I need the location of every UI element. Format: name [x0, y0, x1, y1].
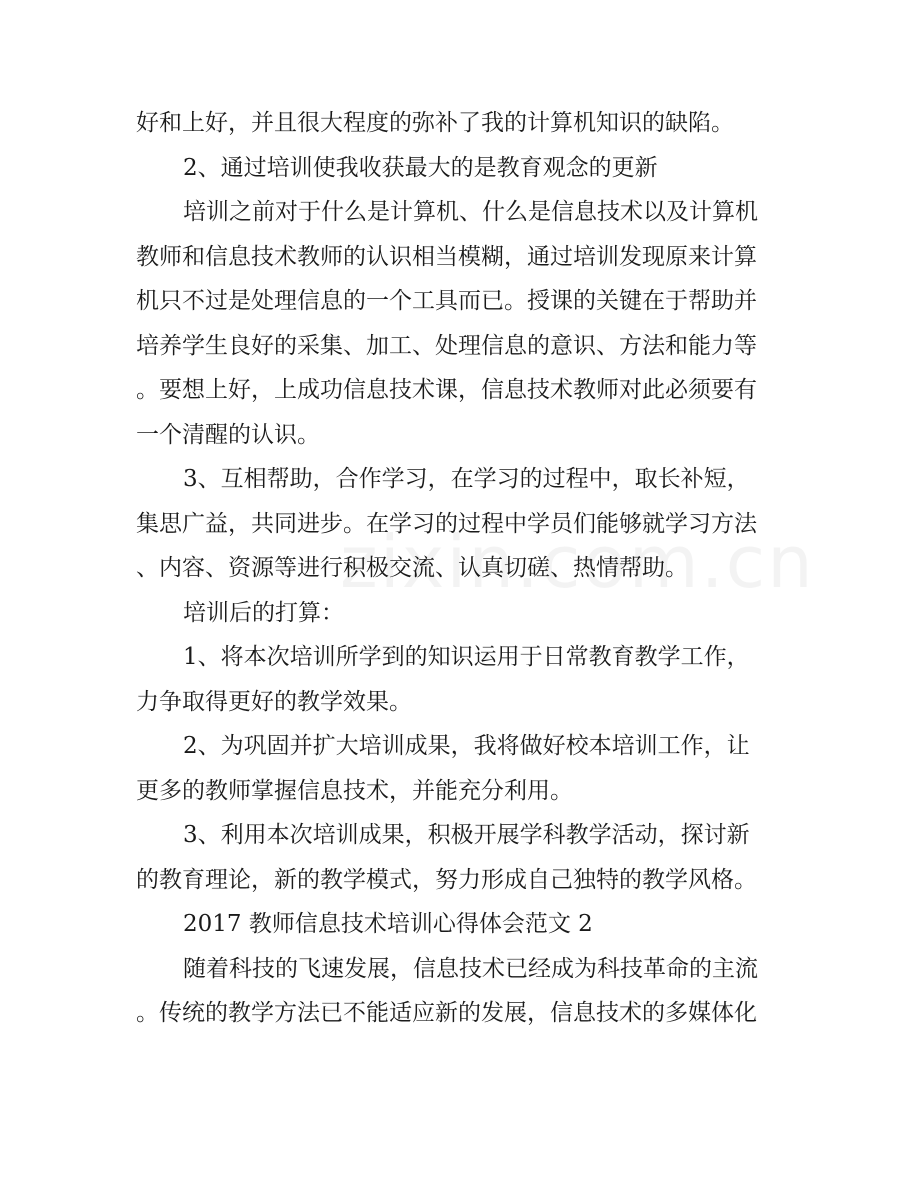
text-line-21: 。传统的教学方法已不能适应新的发展，信息技术的多媒体化 — [136, 1000, 757, 1026]
text-line-4: 教师和信息技术教师的认识相当模糊，通过培训发现原来计算 — [136, 243, 757, 270]
text-line-1: 好和上好，并且很大程度的弥补了我的计算机知识的缺陷。 — [136, 110, 734, 136]
text-line-16: 更多的教师掌握信息技术，并能充分利用。 — [136, 777, 573, 804]
text-line-10: 集思广益，共同进步。在学习的过程中学员们能够就学习方法 — [136, 510, 757, 537]
text-line-2: 2、通过培训使我收获最大的是教育观念的更新 — [183, 154, 658, 181]
text-line-20: 随着科技的飞速发展，信息技术已经成为科技革命的主流 — [183, 955, 758, 982]
text-line-13: 1、将本次培训所学到的知识运用于日常教育教学工作， — [183, 644, 750, 670]
text-line-7: 。要想上好，上成功信息技术课，信息技术教师对此必须要有 — [136, 377, 757, 403]
document-body — [136, 101, 786, 1036]
section-heading: 2017 教师信息技术培训心得体会范文 2 — [183, 911, 593, 937]
text-line-15: 2、为巩固并扩大培训成果，我将做好校本培训工作，让 — [183, 733, 750, 759]
text-line-12: 培训后的打算： — [183, 599, 344, 626]
text-line-17: 3、利用本次培训成果，积极开展学科教学活动，探讨新 — [183, 822, 750, 848]
text-line-18: 的教育理论，新的教学模式，努力形成自己独特的教学风格。 — [136, 866, 757, 893]
text-line-5: 机只不过是处理信息的一个工具而已。授课的关键在于帮助并 — [136, 288, 757, 314]
text-line-9: 3、互相帮助，合作学习，在学习的过程中，取长补短， — [183, 466, 750, 492]
text-line-11: 、内容、资源等进行积极交流、认真切磋、热情帮助。 — [136, 555, 688, 581]
text-line-8: 一个清醒的认识。 — [136, 421, 320, 448]
text-line-6: 培养学生良好的采集、加工、处理信息的意识、方法和能力等 — [136, 332, 757, 359]
text-line-3: 培训之前对于什么是计算机、什么是信息技术以及计算机 — [183, 199, 758, 225]
text-line-14: 力争取得更好的教学效果。 — [136, 688, 412, 715]
